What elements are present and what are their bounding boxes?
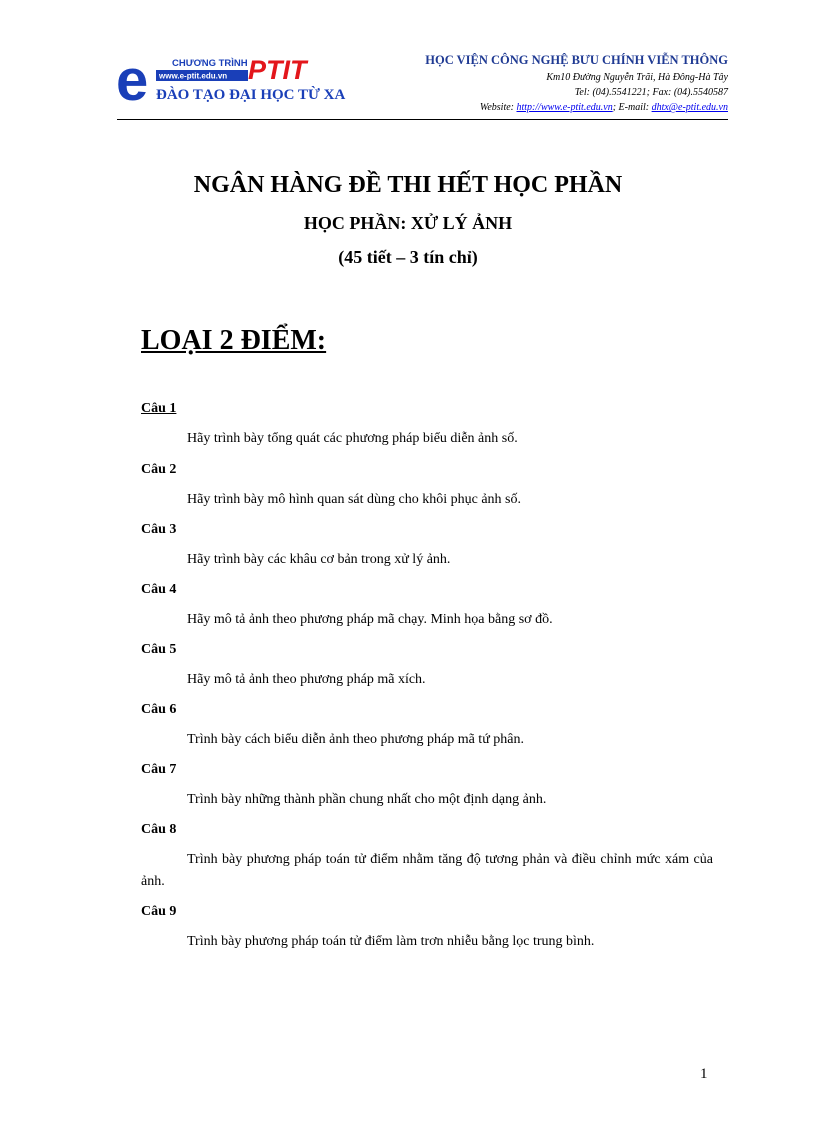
- header-contact: [308, 52, 728, 115]
- course-title: HỌC PHẦN: XỬ LÝ ẢNH: [303, 213, 513, 233]
- website-label: Website:: [479, 102, 517, 113]
- phone-line: Tel: (04).5541221; Fax: (04).5540587: [574, 87, 728, 98]
- question-label: Câu 2: [141, 462, 177, 477]
- website-link[interactable]: http://www.e-ptit.edu.vn: [516, 102, 613, 113]
- question-text: Hãy trình bày tổng quát các phương pháp biểu diễn ảnh số.: [187, 431, 518, 446]
- main-title: NGÂN HÀNG ĐỀ THI HẾT HỌC PHẦN: [193, 172, 623, 198]
- question-item: [141, 639, 713, 691]
- question-label: Câu 6: [141, 702, 177, 717]
- e-ptit-logo-graphic: [116, 48, 346, 113]
- logo-program-text: CHƯƠNG TRÌNH: [172, 58, 248, 69]
- logo-letter-e: e: [116, 48, 149, 113]
- question-text: Trình bày phương pháp toán tử điểm làm trơn nhiễu bằng lọc trung bình.: [187, 934, 595, 949]
- question-label: Câu 9: [141, 904, 177, 919]
- address-line: Km10 Đường Nguyễn Trãi, Hà Đông-Hà Tây: [546, 72, 728, 83]
- logo-brand-ptit: PTIT: [248, 55, 307, 85]
- institution-name: HỌC VIỆN CÔNG NGHỆ BƯU CHÍNH VIỄN THÔNG: [425, 53, 728, 67]
- question-label: Câu 1: [141, 401, 177, 416]
- question-item: [141, 398, 713, 450]
- question-item: [141, 759, 713, 811]
- question-text: Trình bày phương pháp toán tử điểm nhằm tăng độ tương phản và điều chỉnh mức xám của ảnh.: [141, 852, 713, 889]
- section-title: LOẠI 2 ĐIỂM:: [141, 325, 327, 356]
- question-label: Câu 4: [141, 582, 177, 597]
- question-item: [141, 519, 713, 571]
- question-text: Hãy mô tả ảnh theo phương pháp mã xích.: [187, 672, 426, 687]
- page-number: 1: [700, 1066, 708, 1082]
- web-line: [308, 100, 728, 115]
- course-credits: (45 tiết – 3 tín chỉ): [338, 247, 478, 267]
- question-item: [141, 819, 713, 893]
- question-label: Câu 3: [141, 522, 177, 537]
- question-text: Hãy mô tả ảnh theo phương pháp mã chạy. Minh họa bằng sơ đồ.: [187, 612, 553, 627]
- question-text: Trình bày cách biểu diễn ảnh theo phương pháp mã tứ phân.: [187, 732, 524, 747]
- question-text: Hãy trình bày mô hình quan sát dùng cho khôi phục ảnh số.: [187, 492, 522, 507]
- question-item: [141, 459, 713, 511]
- question-text: Trình bày những thành phần chung nhất cho một định dạng ảnh.: [187, 792, 547, 807]
- question-label: Câu 7: [141, 762, 177, 777]
- email-label: ; E-mail:: [612, 102, 652, 113]
- logo-tagline: ĐÀO TẠO ĐẠI HỌC TỪ XA: [156, 87, 346, 103]
- question-item: [141, 699, 713, 751]
- email-link[interactable]: dhtx@e-ptit.edu.vn: [651, 102, 728, 113]
- question-item: [141, 901, 713, 953]
- question-label: Câu 8: [141, 822, 177, 837]
- question-item: [141, 579, 713, 631]
- ptit-logo: [116, 48, 346, 113]
- question-text: Hãy trình bày các khâu cơ bản trong xử lý ảnh.: [187, 552, 451, 567]
- header-divider: [117, 119, 728, 120]
- logo-site-text: www.e-ptit.edu.vn: [159, 71, 228, 81]
- question-label: Câu 5: [141, 642, 177, 657]
- document-title-block: [0, 168, 816, 270]
